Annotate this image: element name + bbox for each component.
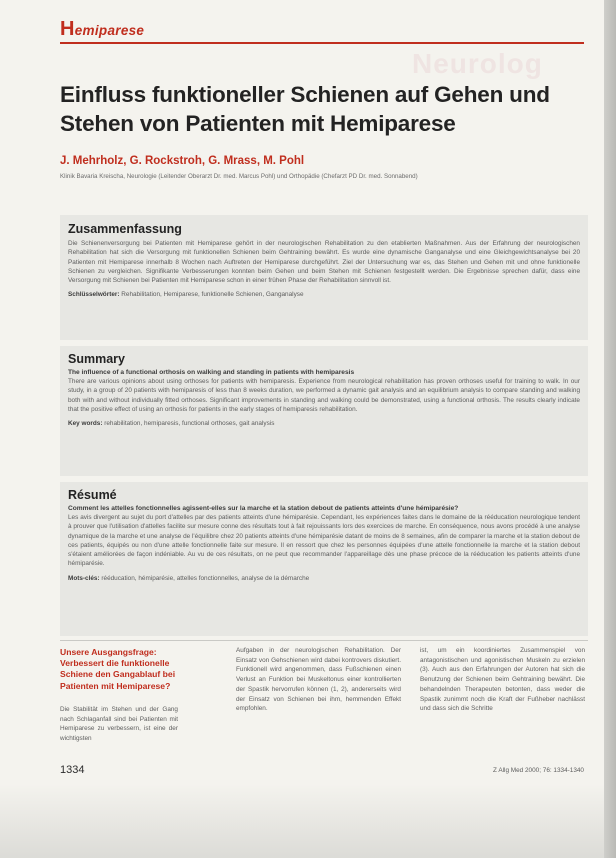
abstract-english <box>60 346 588 476</box>
watermark-word: Neurolog <box>412 48 543 79</box>
scan-shadow-right <box>604 0 616 858</box>
body-question-heading: Unsere Ausgangsfrage: Verbessert die funktionelle Schiene den Gangablauf bei Patienten mit Hemiparese? <box>60 647 176 691</box>
abstract-english-subtitle: The influence of a functional orthosis on walking and standing in patients with hemiparesis <box>68 369 355 376</box>
keywords-value: Rehabilitation, Hemiparese, funktionelle Schienen, Ganganalyse <box>121 291 304 299</box>
scan-shadow-bottom <box>0 784 604 858</box>
article-title: Einfluss funktioneller Schienen auf Gehen und Stehen von Patienten mit Hemiparese <box>60 82 550 136</box>
abstract-german-text: Die Schienenversorgung bei Patienten mit Hemiparese gehört in der neurologischen Rehabilitation zu den etablierten Maßnahmen. Aus der Erfahrung der neurologischen Rehabilitation hat sich die Versorgung mit funktionellen Schienen beim Gehtraining bewährt. Es wurde eine dynamische Ganganalyse und eine Gleichgewichtsanalyse bei 20 Patienten mit Hemiparese innerhalb 8 Wochen nach Auftreten der Hemiparese durchgeführt. Ziel der Untersuchung war es, das Stehen und Gehen mit und ohne funktionelle Schienen zu vergleichen. Signifikante Verbesserungen konnten beim Gehen und beim Stehen mit Schienen festgestellt werden. Die Ergebnisse sprechen dafür, dass eine Versorgung mit Schienen bei Patienten mit Hemiparese schon in einer frühen Phase der Rehabilitation sinnvoll ist. <box>68 240 580 285</box>
keywords-value: rééducation, hémiparésie, attelles fonctionnelles, analyse de la démarche <box>101 574 310 582</box>
journal-reference: Z Allg Med 2000; 76: 1334-1340 <box>493 767 584 774</box>
abstract-french <box>60 482 588 636</box>
keywords-label: Schlüsselwörter: <box>68 291 120 299</box>
abstract-german-heading: Zusammenfassung <box>68 222 182 236</box>
abstract-english-keywords <box>68 420 580 427</box>
abstract-german-keywords <box>68 291 580 298</box>
keywords-label: Mots-clés: <box>68 574 100 582</box>
author-list: J. Mehrholz, G. Rockstroh, G. Mrass, M. Pohl <box>60 155 305 167</box>
section-tag <box>60 18 144 41</box>
abstract-german <box>60 215 588 340</box>
affiliation: Klinik Bavaria Kreischa, Neurologie (Leitender Oberarzt Dr. med. Marcus Pohl) und Orthopädie (Chefarzt PD Dr. med. Sonnabend) <box>60 173 418 180</box>
body-column-3: ist, um ein koordiniertes Zusammenspiel von antagonistischen und agonistischen Muskeln zu erzielen (3). Auch aus den Erfahrungen der Autoren hat sich die Benutzung der Schienen beim Gehtraining bewährt. Die behandelnden Therapeuten betonten, dass weder die Spastik zunimmt noch die Kraft der Fußheber nachlässt und dass sich die Schritte <box>420 647 585 713</box>
abstract-english-text: There are various opinions about using orthoses for patients with hemiparesis. Experience from neurological rehabilitation has proven orthoses useful for training to walk. In our study, in a group of 20 patients with hemiparesis of less than 8 weeks duration, we performed a dynamic gait analysis and an equilibrium analysis to compare standing and walking both with and without individually fitted orthoses. Significant improvements in standing and walking could be demonstrated, using a functional orthosis. The results clearly indicate that the positive effect of using an orthosis for patients in the early stages of hemiparesis rehabilitation. <box>68 378 580 413</box>
abstract-french-heading: Résumé <box>68 488 117 502</box>
body-column-2: Aufgaben in der neurologischen Rehabilitation. Der Einsatz von Gehschienen wird dabei kontrovers diskutiert. Funktionell wird angenommen, dass Fußschienen einen Verlust an Funktion bei Muskeltonus einer kontrollierten der Spastik hervorrufen können (1, 2), andererseits wird der Einsatz von Schienen bei ihm, hemmenden Effekt empfohlen. <box>236 647 401 713</box>
section-tag-initial: H <box>60 18 75 40</box>
body-column-1: Die Stabilität im Stehen und der Gang nach Schlaganfall sind bei Patienten mit Hemiparese zu verbessern, ist eine der wichtigsten <box>60 706 178 743</box>
abstract-french-text: Les avis divergent au sujet du port d'attelles par des patients atteints d'une hémiparésie. Cependant, les expériences faites dans le domaine de la rééducation neurologique tendent à prouver que l'utilisation d'attelles facilite sur mesure conne des résultats tout à fait rejouissants lors des exercices de marche. En conséquence, nous avons procédé à une analyse dynamique de la marche et une analyse de l'équilibre chez 20 patients atteints d'une hémiparésie datant de moins de 8 semaines, afin de comparer la marche et la station debout de ces patients, équipés ou non d'une attelle fonctionnelle faite sur mesure. Il en ressort que chez les personnes équipées d'une attelle fonctionnelle la marche et la station debout s'étaient améliorées de façon indéniable. Au vu de ces résultats, on ne peut que recommander l'appareillage dès une phase précoce de la rééducation les patients atteints d'une hémiparésie. <box>68 514 580 568</box>
abstract-french-subtitle: Comment les attelles fonctionnelles agissent-elles sur la marche et la station debout de patients atteints d'une hémiparésie? <box>68 505 459 512</box>
keywords-label: Key words: <box>68 420 103 428</box>
abstract-french-keywords <box>68 575 580 582</box>
page-number: 1334 <box>60 764 85 776</box>
section-divider <box>60 640 588 641</box>
keywords-value: rehabilitation, hemiparesis, functional orthoses, gait analysis <box>104 420 275 428</box>
section-tag-rest: emiparese <box>74 23 145 38</box>
abstract-english-heading: Summary <box>68 352 125 366</box>
